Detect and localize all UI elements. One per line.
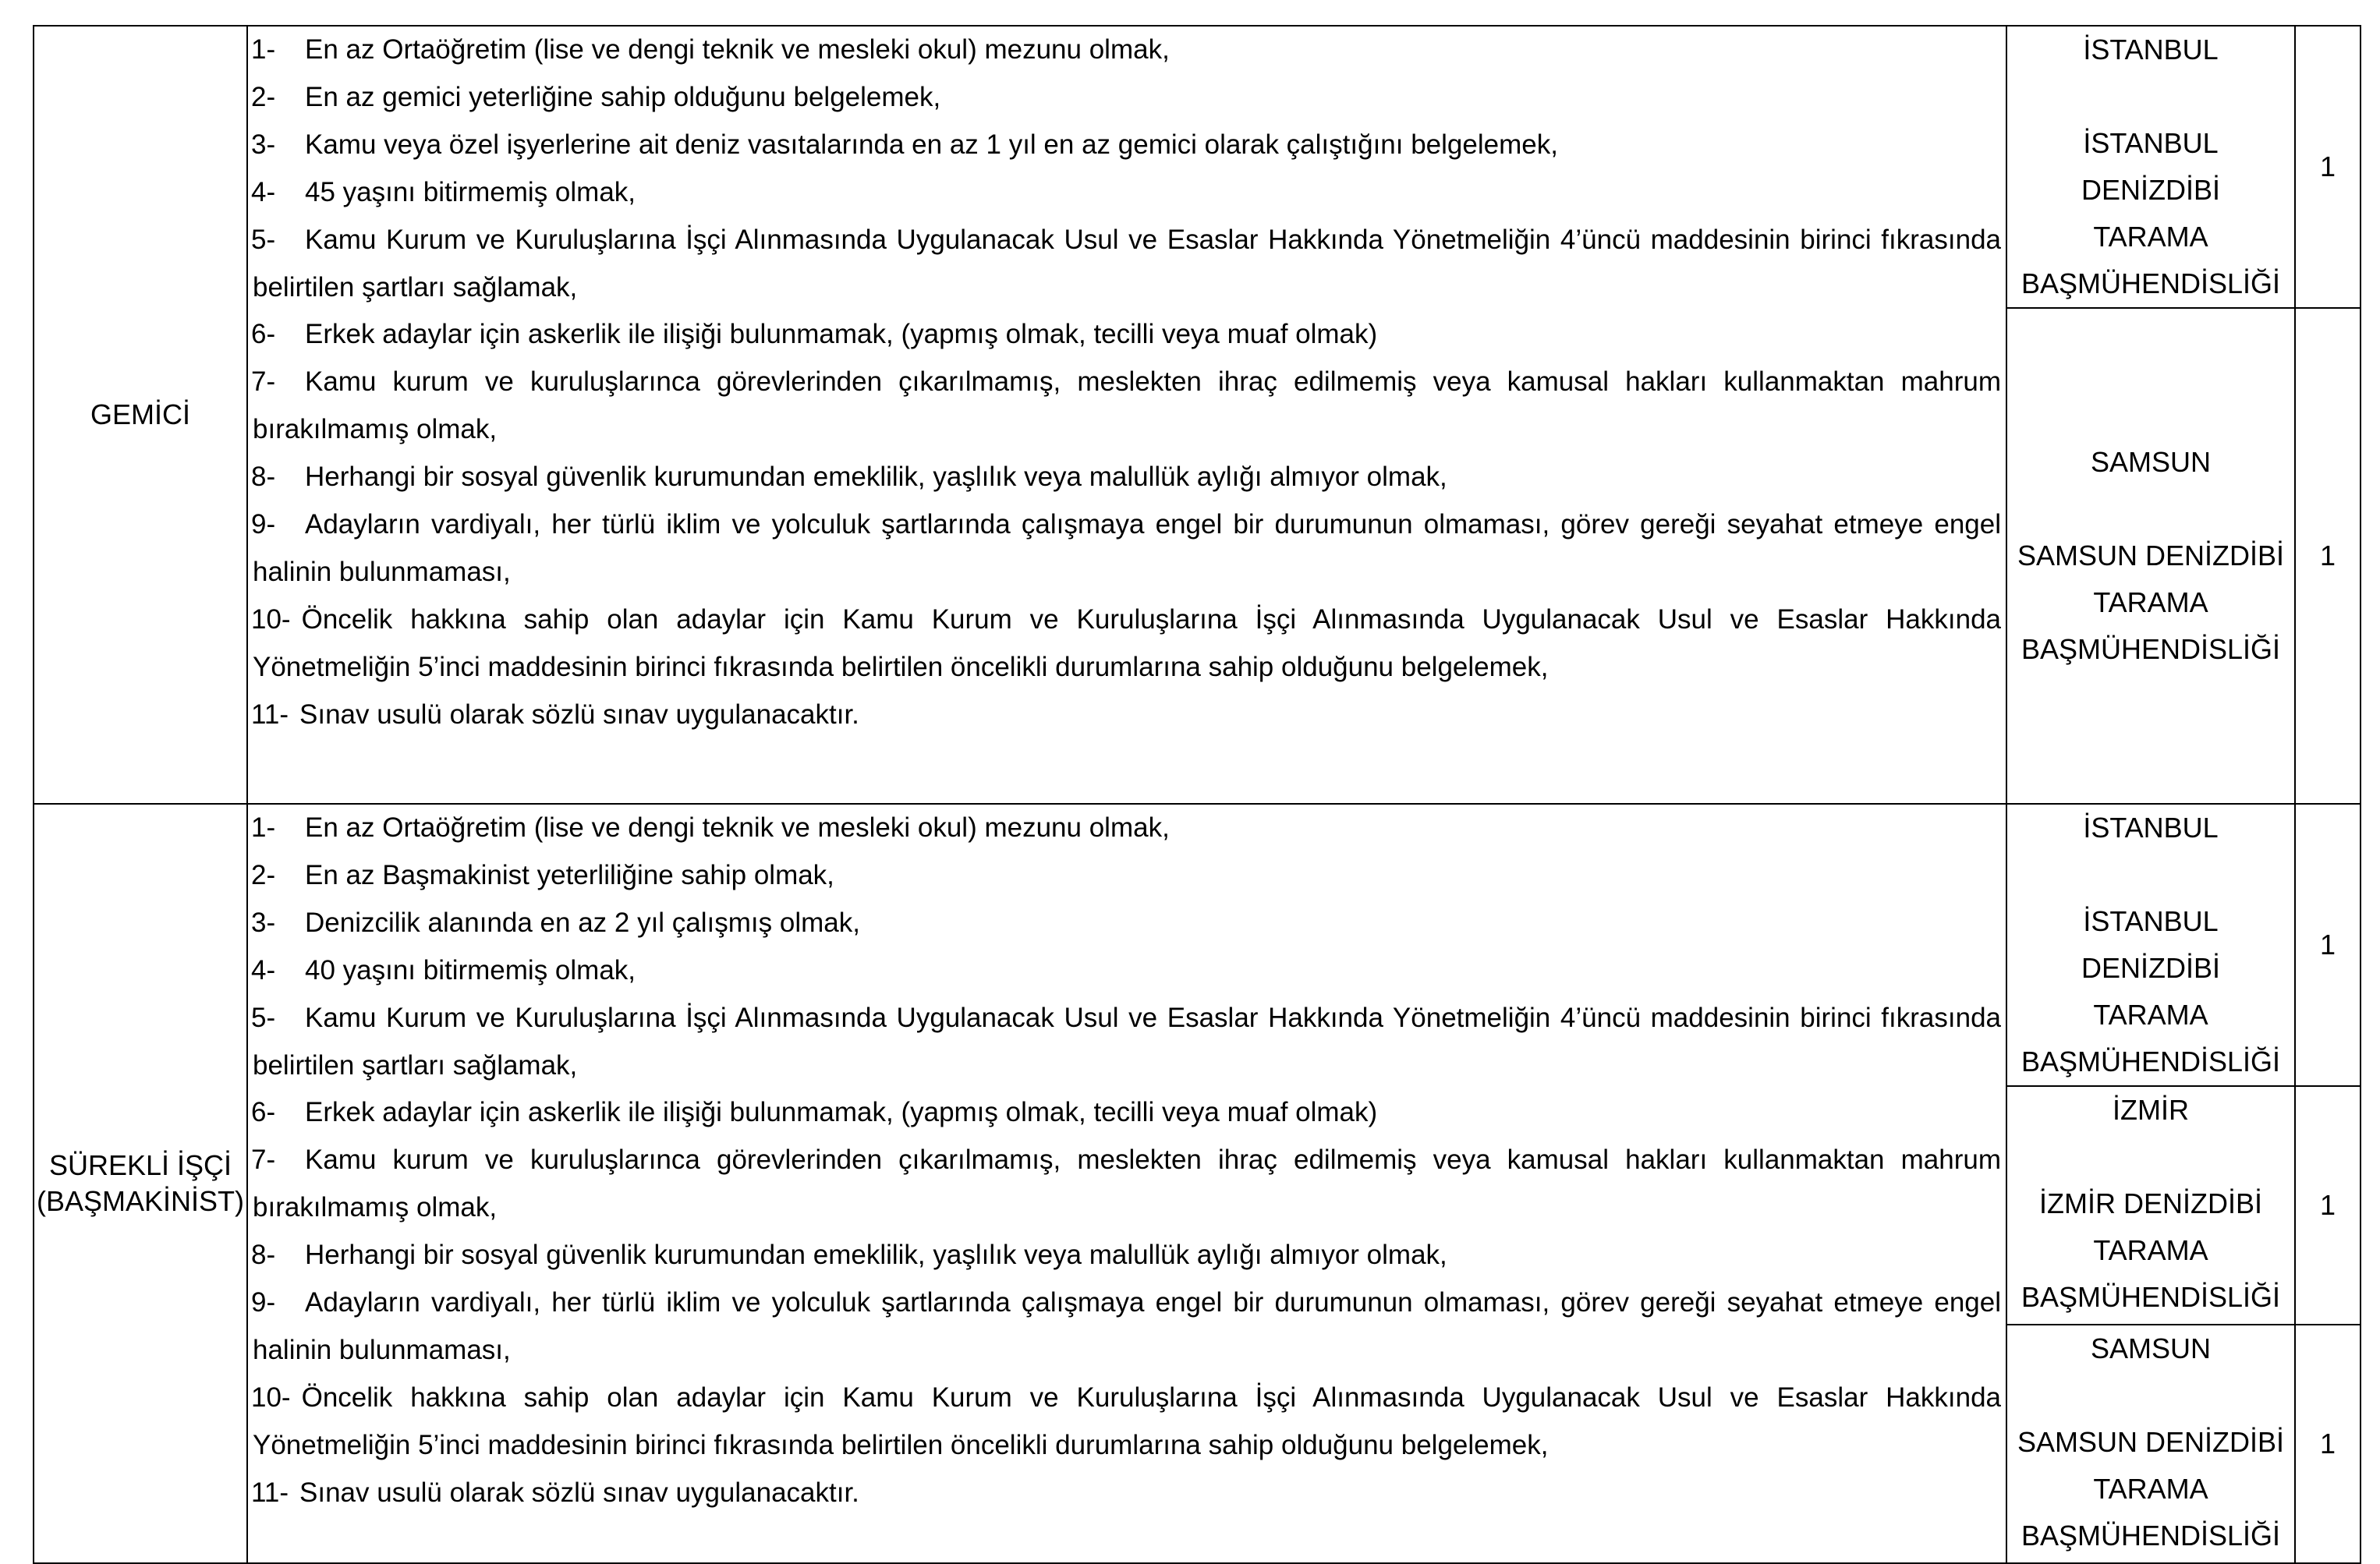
requirement-item: 1- En az Ortaöğretim (lise ve dengi teknik ve mesleki okul) mezunu olmak,: [251, 34, 1170, 65]
requirement-item: 2- En az Başmakinist yeterliliğine sahip olmak,: [251, 859, 834, 890]
position-title: GEMİCİ: [90, 398, 190, 430]
location-office: TARAMA: [2093, 1473, 2208, 1505]
location-city: İSTANBUL: [2083, 812, 2219, 844]
requirement-item: 1- En az Ortaöğretim (lise ve dengi teknik ve mesleki okul) mezunu olmak,: [251, 812, 1170, 843]
location-office: BAŞMÜHENDİSLİĞİ: [2021, 633, 2281, 665]
location-office: BAŞMÜHENDİSLİĞİ: [2021, 1046, 2281, 1077]
job-requirements-table: [33, 25, 2361, 1564]
position-count: 1: [2295, 308, 2361, 804]
requirement-item: 5- Kamu Kurum ve Kuruluşlarına İşçi Alınmasında Uygulanacak Usul ve Esaslar Hakkında Yönetmeliğin 4’üncü maddesinin birinci fıkrasında belirtilen şartları sağlamak,: [251, 1002, 2001, 1081]
position-title: SÜREKLİ İŞÇİ: [48, 1149, 232, 1181]
location-office: BAŞMÜHENDİSLİĞİ: [2021, 267, 2281, 299]
requirement-item: 7- Kamu kurum ve kuruluşlarınca görevlerinden çıkarılmamış, meslekten ihraç edilmemiş veya kamusal hakları kullanmaktan mahrum bırakılmamış olmak,: [251, 1145, 2001, 1223]
location-city: İSTANBUL: [2083, 34, 2219, 65]
location-office: TARAMA: [2093, 221, 2208, 253]
location-cell: [2006, 1086, 2295, 1325]
location-office: SAMSUN DENİZDİBİ: [2017, 540, 2285, 571]
requirement-item: 4- 45 yaşını bitirmemiş olmak,: [251, 176, 636, 207]
location-office: TARAMA: [2093, 586, 2208, 618]
requirement-item: 5- Kamu Kurum ve Kuruluşlarına İşçi Alınmasında Uygulanacak Usul ve Esaslar Hakkında Yönetmeliğin 4’üncü maddesinin birinci fıkrasında belirtilen şartları sağlamak,: [251, 224, 2001, 303]
position-subtitle: (BAŞMAKİNİST): [36, 1185, 245, 1217]
requirement-item: 11- Sınav usulü olarak sözlü sınav uygulanacaktır.: [251, 1477, 859, 1508]
location-cell: [2006, 26, 2295, 308]
requirement-item: 3- Kamu veya özel işyerlerine ait deniz vasıtalarında en az 1 yıl en az gemici olarak çalıştığını belgelemek,: [251, 129, 1558, 160]
location-office: İSTANBUL DENİZDİBİ: [2081, 905, 2220, 984]
position-count: 1: [2295, 1325, 2361, 1563]
position-row: [34, 804, 2361, 1086]
location-cell: [2006, 804, 2295, 1086]
position-count: 1: [2295, 1086, 2361, 1325]
location-office: İZMİR DENİZDİBİ: [2039, 1187, 2262, 1219]
location-city: SAMSUN: [2090, 446, 2212, 478]
requirement-item: 3- Denizcilik alanında en az 2 yıl çalışmış olmak,: [251, 907, 860, 938]
location-cell: [2006, 308, 2295, 804]
requirement-item: 8- Herhangi bir sosyal güvenlik kurumundan emeklilik, yaşlılık veya malullük aylığı almıyor olmak,: [251, 1240, 1447, 1271]
position-title-cell: [34, 804, 247, 1563]
location-office: TARAMA: [2093, 1234, 2208, 1266]
location-city: SAMSUN: [2090, 1332, 2212, 1364]
requirements-cell: [247, 804, 2006, 1563]
requirement-item: 6- Erkek adaylar için askerlik ile ilişiği bulunmamak, (yapmış olmak, tecilli veya muaf olmak): [251, 319, 1378, 350]
requirement-item: 9- Adayların vardiyalı, her türlü iklim ve yolculuk şartlarında çalışmaya engel bir durumunun olmaması, görev gereği seyahat etmeye engel halinin bulunmaması,: [251, 509, 2001, 587]
requirement-item: 9- Adayların vardiyalı, her türlü iklim ve yolculuk şartlarında çalışmaya engel bir durumunun olmaması, görev gereği seyahat etmeye engel halinin bulunmaması,: [251, 1287, 2001, 1365]
requirement-item: 6- Erkek adaylar için askerlik ile ilişiği bulunmamak, (yapmış olmak, tecilli veya muaf olmak): [251, 1097, 1378, 1128]
requirement-item: 7- Kamu kurum ve kuruluşlarınca görevlerinden çıkarılmamış, meslekten ihraç edilmemiş veya kamusal hakları kullanmaktan mahrum bırakılmamış olmak,: [251, 366, 2001, 445]
requirement-item: 8- Herhangi bir sosyal güvenlik kurumundan emeklilik, yaşlılık veya malullük aylığı almıyor olmak,: [251, 462, 1447, 493]
location-cell: [2006, 1325, 2295, 1563]
location-office: SAMSUN DENİZDİBİ: [2017, 1426, 2285, 1458]
requirement-item: 10- Öncelik hakkına sahip olan adaylar için Kamu Kurum ve Kuruluşlarına İşçi Alınmasında Uygulanacak Usul ve Esaslar Hakkında Yönetmeliğin 5’inci maddesinin birinci fıkrasında belirtilen öncelikli durumlarına sahip olduğunu belgelemek,: [251, 1382, 2001, 1460]
position-row: [34, 26, 2361, 308]
requirements-cell: [247, 26, 2006, 804]
location-office: İSTANBUL DENİZDİBİ: [2081, 127, 2220, 206]
location-office: BAŞMÜHENDİSLİĞİ: [2021, 1520, 2281, 1552]
requirement-item: 4- 40 yaşını bitirmemiş olmak,: [251, 954, 636, 985]
location-office: BAŞMÜHENDİSLİĞİ: [2021, 1281, 2281, 1313]
location-city: İZMİR: [2113, 1094, 2189, 1126]
position-title-cell: [34, 26, 247, 804]
requirement-item: 2- En az gemici yeterliğine sahip olduğunu belgelemek,: [251, 81, 941, 112]
position-count: 1: [2295, 804, 2361, 1086]
position-count: 1: [2295, 26, 2361, 308]
requirement-item: 11- Sınav usulü olarak sözlü sınav uygulanacaktır.: [251, 699, 859, 730]
requirement-item: 10- Öncelik hakkına sahip olan adaylar için Kamu Kurum ve Kuruluşlarına İşçi Alınmasında Uygulanacak Usul ve Esaslar Hakkında Yönetmeliğin 5’inci maddesinin birinci fıkrasında belirtilen öncelikli durumlarına sahip olduğunu belgelemek,: [251, 603, 2001, 682]
location-office: TARAMA: [2093, 999, 2208, 1031]
